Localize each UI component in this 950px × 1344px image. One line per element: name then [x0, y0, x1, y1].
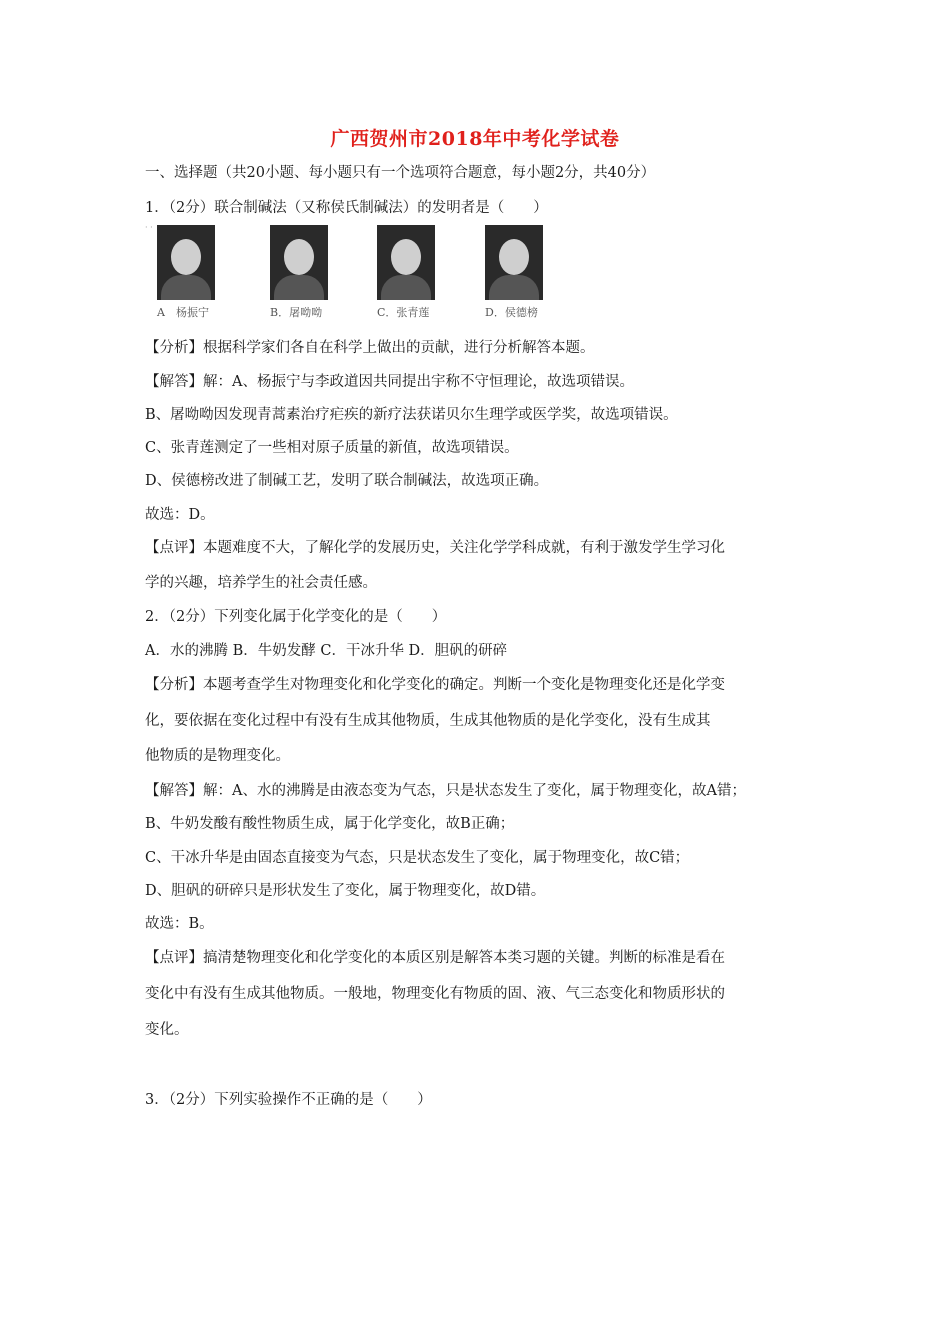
q2-stem: 2．（2分）下列变化属于化学变化的是（ ）: [145, 609, 447, 625]
q1-comment-line: 【点评】本题难度不大，了解化学的发展历史，关注化学学科成就，有利于激发学生学习化: [145, 540, 725, 556]
q1-answer-line: B、屠呦呦因发现青蒿素治疗疟疾的新疗法获诺贝尔生理学或医学奖，故选项错误。: [145, 407, 678, 423]
portrait-b: [270, 225, 328, 320]
section-heading: 一、选择题（共20小题、每小题只有一个选项符合题意，每小题2分，共40分）: [145, 165, 656, 181]
portrait-row: [145, 225, 565, 325]
portrait-label-d: D．侯德榜: [485, 306, 538, 319]
portrait-d: [485, 225, 543, 320]
q1-answer-choice: 故选：D。: [145, 507, 215, 523]
q2-comment-line: 【点评】搞清楚物理变化和化学变化的本质区别是解答本类习题的关键。判断的标准是看在: [145, 950, 725, 966]
portrait-label-c: C．张青莲: [377, 306, 430, 319]
portrait-label-b: B．屠呦呦: [270, 306, 323, 319]
q1-stem: 1．（2分）联合制碱法（又称侯氏制碱法）的发明者是（ ）: [145, 200, 548, 216]
q2-analysis-line: 化，要依据在变化过程中有没有生成其他物质，生成其他物质的是化学变化，没有生成其: [145, 713, 711, 729]
portrait-photo: [377, 225, 435, 300]
q2-answer-line: B、牛奶发酸有酸性物质生成，属于化学变化，故B正确；: [145, 816, 515, 832]
portrait-photo: [157, 225, 215, 300]
q1-analysis: 【分析】根据科学家们各自在科学上做出的贡献，进行分析解答本题。: [145, 340, 595, 356]
q2-options: A．水的沸腾 B．牛奶发酵 C．干冰升华 D．胆矾的研碎: [145, 643, 508, 659]
portrait-label-a: A 杨振宁: [157, 306, 209, 319]
portrait-a: [157, 225, 215, 320]
q2-analysis-line: 他物质的是物理变化。: [145, 748, 290, 764]
q2-answer-choice: 故选：B。: [145, 916, 214, 932]
q2-answer-line: C、干冰升华是由固态直接变为气态，只是状态发生了变化，属于物理变化，故C错；: [145, 850, 690, 866]
q1-comment-line: 学的兴趣，培养学生的社会责任感。: [145, 575, 377, 591]
portrait-photo: [270, 225, 328, 300]
q1-answer-line: C、张青莲测定了一些相对原子质量的新值，故选项错误。: [145, 440, 519, 456]
q2-answer-line: D、胆矾的研碎只是形状发生了变化，属于物理变化，故D错。: [145, 883, 546, 899]
q3-stem: 3．（2分）下列实验操作不正确的是（ ）: [145, 1092, 432, 1108]
q2-comment-line: 变化中有没有生成其他物质。一般地，物理变化有物质的固、液、气三态变化和物质形状的: [145, 986, 725, 1002]
page-title: 广西贺州市2018年中考化学试卷: [330, 128, 620, 150]
q2-analysis-line: 【分析】本题考查学生对物理变化和化学变化的确定。判断一个变化是物理变化还是化学变: [145, 677, 725, 693]
q1-answer-line: 【解答】解：A、杨振宁与李政道因共同提出宇称不守恒理论，故选项错误。: [145, 374, 634, 390]
q2-comment-line: 变化。: [145, 1022, 189, 1038]
q1-answer-line: D、侯德榜改进了制碱工艺，发明了联合制碱法，故选项正确。: [145, 473, 549, 489]
scan-speck: · ·: [145, 223, 153, 232]
q2-answer-line: 【解答】解：A、水的沸腾是由液态变为气态，只是状态发生了变化，属于物理变化，故A错；: [145, 783, 746, 799]
portrait-c: [377, 225, 435, 320]
portrait-photo: [485, 225, 543, 300]
